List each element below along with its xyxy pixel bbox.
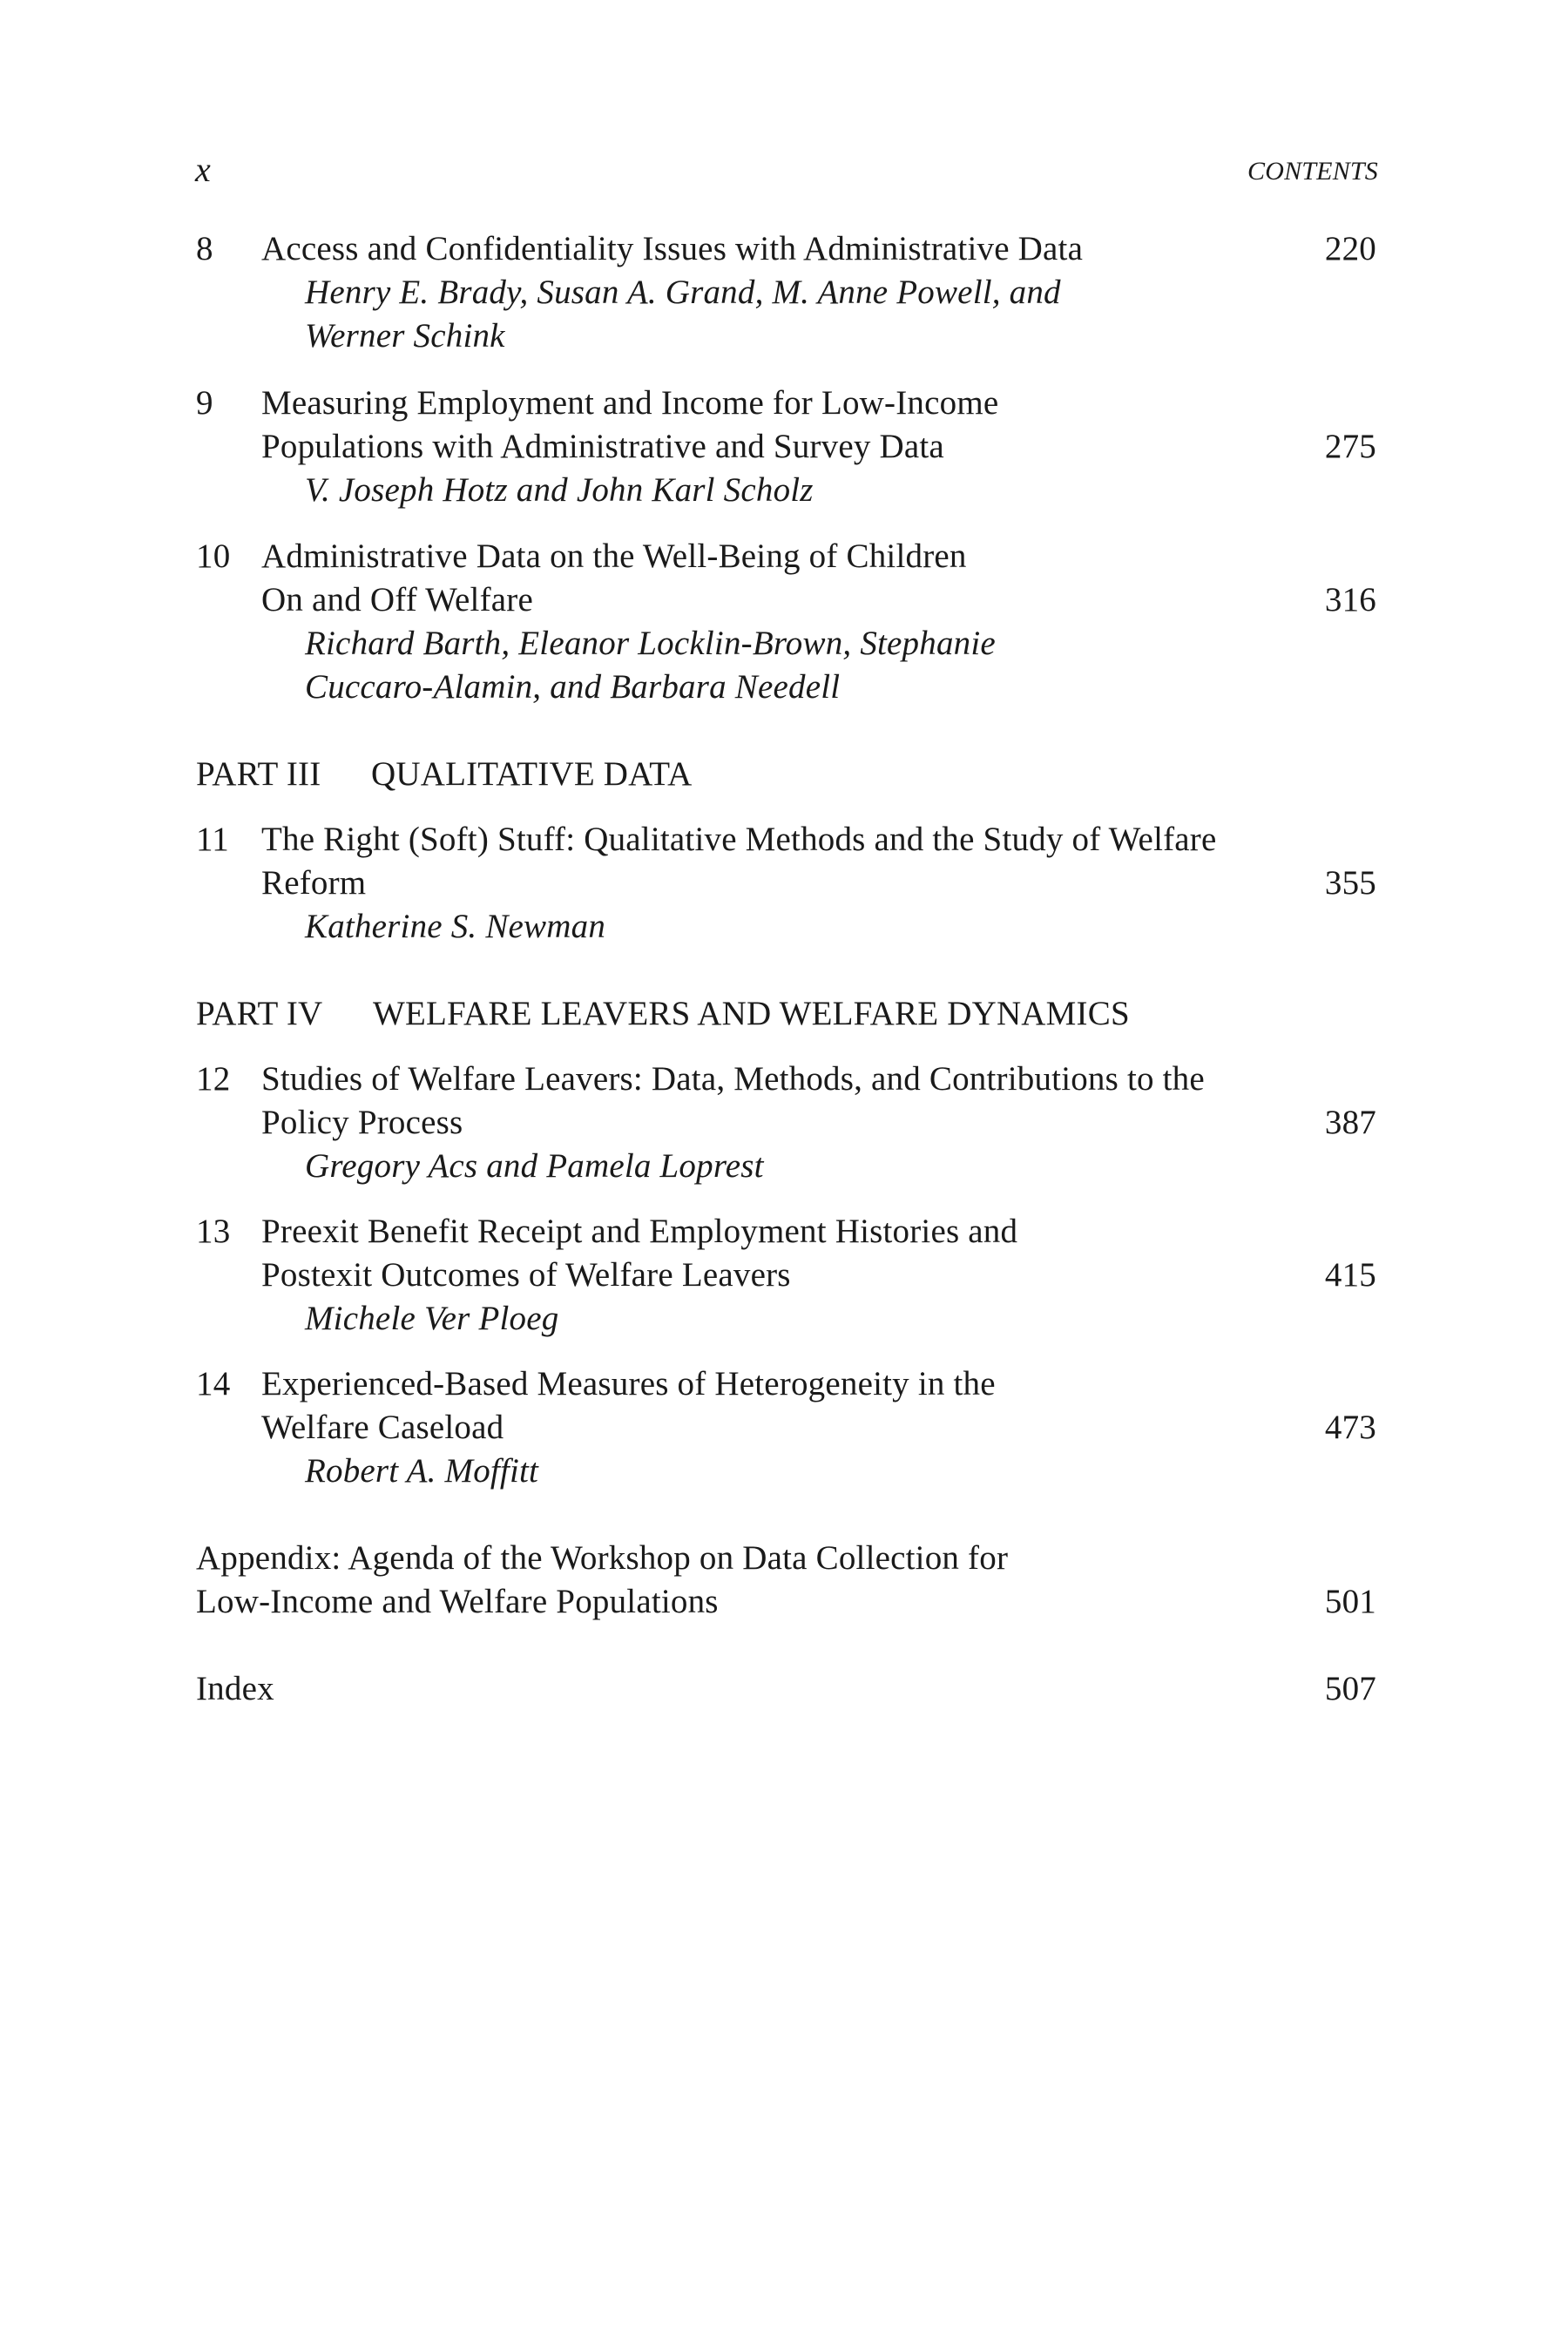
chapter-page-number: 316 — [1324, 581, 1376, 618]
chapter-authors-line: Michele Ver Ploeg — [305, 1300, 559, 1337]
chapter-title-line: Administrative Data on the Well-Being of Children — [261, 537, 967, 575]
chapter-title-line: Reform — [261, 864, 367, 902]
chapter-authors-line: Richard Barth, Eleanor Locklin-Brown, Stephanie — [305, 625, 996, 662]
index-page-number: 507 — [1324, 1670, 1376, 1707]
chapter-authors-line: Cuccaro-Alamin, and Barbara Needell — [305, 668, 841, 706]
chapter-number: 12 — [196, 1060, 231, 1098]
chapter-page-number: 220 — [1324, 230, 1376, 267]
chapter-authors-line: Werner Schink — [305, 317, 505, 355]
appendix-page-number: 501 — [1324, 1583, 1376, 1620]
chapter-title-line: Measuring Employment and Income for Low-Income — [261, 384, 999, 422]
chapter-authors-line: V. Joseph Hotz and John Karl Scholz — [305, 471, 814, 509]
chapter-title-line: Postexit Outcomes of Welfare Leavers — [261, 1256, 791, 1294]
chapter-number: 14 — [196, 1365, 231, 1402]
index-title: Index — [196, 1670, 274, 1707]
chapter-page-number: 355 — [1324, 864, 1376, 902]
chapter-title-line: Welfare Caseload — [261, 1409, 504, 1446]
chapter-number: 11 — [196, 821, 229, 858]
chapter-title-line: Studies of Welfare Leavers: Data, Methods, and Contributions to the — [261, 1060, 1205, 1098]
chapter-authors-line: Robert A. Moffitt — [305, 1452, 539, 1490]
part-title: QUALITATIVE DATA — [371, 755, 693, 793]
chapter-number: 9 — [196, 384, 213, 422]
chapter-number: 10 — [196, 537, 231, 575]
running-head: CONTENTS — [1247, 157, 1378, 186]
part-title: WELFARE LEAVERS AND WELFARE DYNAMICS — [373, 995, 1130, 1032]
chapter-page-number: 415 — [1324, 1256, 1376, 1294]
chapter-title-line: Experienced-Based Measures of Heterogeneity in the — [261, 1365, 996, 1402]
chapter-title-line: On and Off Welfare — [261, 581, 533, 618]
chapter-number: 13 — [196, 1213, 231, 1250]
chapter-title-line: Preexit Benefit Receipt and Employment Histories and — [261, 1213, 1018, 1250]
part-label: PART III — [196, 755, 321, 793]
chapter-title-line: Access and Confidentiality Issues with Administrative Data — [261, 230, 1084, 267]
chapter-authors-line: Gregory Acs and Pamela Loprest — [305, 1147, 764, 1185]
chapter-title-line: Populations with Administrative and Survey Data — [261, 428, 944, 465]
chapter-title-line: The Right (Soft) Stuff: Qualitative Methods and the Study of Welfare — [261, 821, 1217, 858]
appendix-title-line: Appendix: Agenda of the Workshop on Data Collection for — [196, 1539, 1009, 1577]
chapter-authors-line: Katherine S. Newman — [305, 908, 606, 945]
page-folio: x — [195, 150, 211, 189]
chapter-authors-line: Henry E. Brady, Susan A. Grand, M. Anne Powell, and — [305, 274, 1061, 311]
chapter-title-line: Policy Process — [261, 1104, 463, 1141]
chapter-number: 8 — [196, 230, 213, 267]
chapter-page-number: 275 — [1324, 428, 1376, 465]
part-label: PART IV — [196, 995, 323, 1032]
chapter-page-number: 473 — [1324, 1409, 1376, 1446]
chapter-page-number: 387 — [1324, 1104, 1376, 1141]
appendix-title-line: Low-Income and Welfare Populations — [196, 1583, 719, 1620]
